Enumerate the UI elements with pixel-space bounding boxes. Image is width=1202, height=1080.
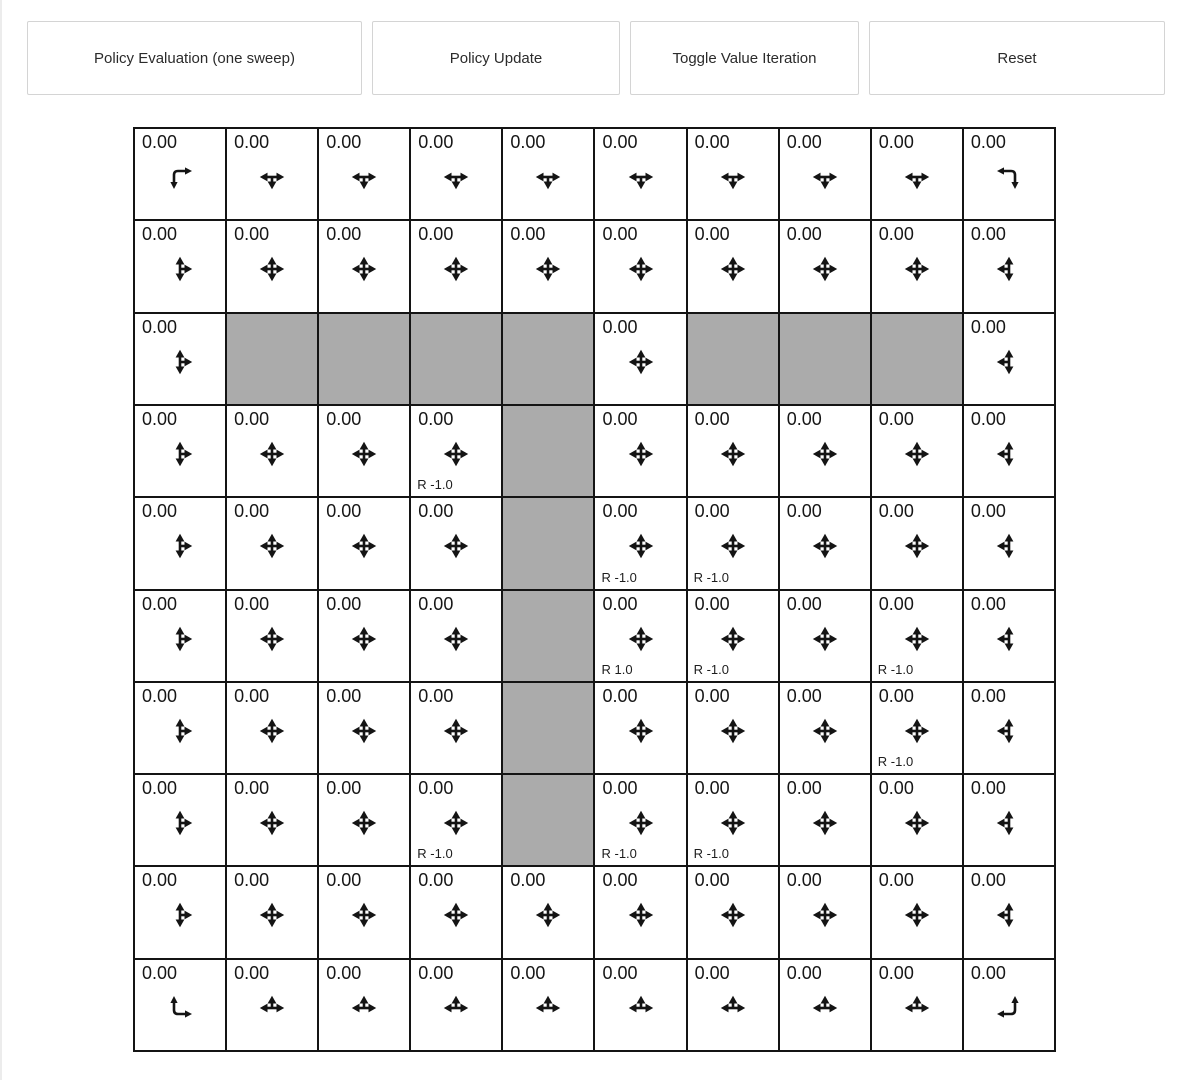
arrows-up-down-left-icon xyxy=(996,256,1022,282)
grid-cell xyxy=(595,498,685,588)
arrows-up-down-left-icon xyxy=(996,626,1022,652)
grid-cell xyxy=(503,867,593,957)
cell-value: 0.00 xyxy=(970,224,1006,245)
arrow-up-left-icon xyxy=(996,995,1022,1021)
arrows-up-down-left-right-icon xyxy=(812,533,838,559)
grid-cell xyxy=(411,867,501,957)
cell-reward-label: R -1.0 xyxy=(417,846,453,862)
cell-value: 0.00 xyxy=(970,870,1006,891)
cell-value: 0.00 xyxy=(786,962,822,983)
cell-value: 0.00 xyxy=(786,224,822,245)
cell-value: 0.00 xyxy=(602,870,638,891)
arrows-up-down-left-right-icon xyxy=(351,718,377,744)
arrows-up-down-right-icon xyxy=(167,533,193,559)
cell-value: 0.00 xyxy=(326,778,362,799)
cell-value: 0.00 xyxy=(418,593,454,614)
arrows-up-down-left-right-icon xyxy=(259,441,285,467)
cell-value: 0.00 xyxy=(142,870,178,891)
grid-cell xyxy=(503,129,593,219)
grid-cell xyxy=(780,867,870,957)
arrows-left-right-down-icon xyxy=(904,164,930,190)
grid-cell xyxy=(319,960,409,1050)
grid-cell xyxy=(964,591,1054,681)
cell-value: 0.00 xyxy=(970,501,1006,522)
cell-value: 0.00 xyxy=(878,870,914,891)
grid-cell xyxy=(227,406,317,496)
arrows-up-down-left-right-icon xyxy=(351,256,377,282)
cell-value: 0.00 xyxy=(418,132,454,152)
grid-cell xyxy=(872,129,962,219)
grid-cell xyxy=(688,775,778,865)
arrows-left-right-down-icon xyxy=(720,164,746,190)
gridworld xyxy=(133,127,1056,1052)
grid-cell xyxy=(964,683,1054,773)
grid-cell xyxy=(135,591,225,681)
arrows-up-down-left-right-icon xyxy=(351,626,377,652)
wall-cell xyxy=(780,314,870,404)
cell-reward-label: R -1.0 xyxy=(693,569,729,585)
arrows-up-down-left-icon xyxy=(996,533,1022,559)
wall-cell xyxy=(319,314,409,404)
grid-cell xyxy=(872,591,962,681)
grid-cell xyxy=(872,867,962,957)
toggle-value-iteration-button[interactable]: Toggle Value Iteration xyxy=(630,21,859,95)
cell-value: 0.00 xyxy=(786,132,822,152)
cell-value: 0.00 xyxy=(878,778,914,799)
arrows-up-down-left-right-icon xyxy=(812,256,838,282)
cell-value: 0.00 xyxy=(602,962,638,983)
arrows-up-down-left-right-icon xyxy=(720,533,746,559)
arrows-up-down-left-right-icon xyxy=(443,441,469,467)
arrows-up-down-left-right-icon xyxy=(628,441,654,467)
grid-cell xyxy=(688,129,778,219)
wall-cell xyxy=(503,406,593,496)
grid-cell xyxy=(227,960,317,1050)
cell-value: 0.00 xyxy=(694,685,730,706)
arrows-left-right-up-icon xyxy=(628,995,654,1021)
wall-cell xyxy=(503,775,593,865)
grid-cell xyxy=(411,683,501,773)
cell-value: 0.00 xyxy=(786,870,822,891)
grid-cell xyxy=(135,867,225,957)
arrows-left-right-down-icon xyxy=(259,164,285,190)
grid-cell xyxy=(872,960,962,1050)
grid-cell xyxy=(411,498,501,588)
arrows-up-down-left-right-icon xyxy=(259,256,285,282)
arrows-left-right-up-icon xyxy=(443,995,469,1021)
grid-cell xyxy=(319,775,409,865)
cell-value: 0.00 xyxy=(970,593,1006,614)
cell-value: 0.00 xyxy=(326,408,362,429)
arrows-up-down-left-right-icon xyxy=(628,349,654,375)
grid-cell xyxy=(780,960,870,1050)
grid-cell xyxy=(227,591,317,681)
arrows-up-down-left-right-icon xyxy=(628,902,654,928)
grid-cell xyxy=(595,683,685,773)
cell-value: 0.00 xyxy=(694,224,730,245)
cell-value: 0.00 xyxy=(970,685,1006,706)
cell-value: 0.00 xyxy=(418,870,454,891)
cell-value: 0.00 xyxy=(234,870,270,891)
arrows-up-down-right-icon xyxy=(167,810,193,836)
cell-value: 0.00 xyxy=(326,224,362,245)
arrows-left-right-up-icon xyxy=(351,995,377,1021)
arrows-left-right-up-icon xyxy=(812,995,838,1021)
cell-value: 0.00 xyxy=(234,408,270,429)
arrows-up-down-left-right-icon xyxy=(443,718,469,744)
cell-value: 0.00 xyxy=(234,501,270,522)
wall-cell xyxy=(688,314,778,404)
arrows-up-down-right-icon xyxy=(167,256,193,282)
cell-value: 0.00 xyxy=(234,778,270,799)
grid-cell xyxy=(411,129,501,219)
grid-cell xyxy=(872,498,962,588)
grid-cell xyxy=(595,591,685,681)
cell-value: 0.00 xyxy=(326,685,362,706)
cell-value: 0.00 xyxy=(694,408,730,429)
grid-cell xyxy=(780,221,870,311)
arrows-left-right-up-icon xyxy=(720,995,746,1021)
arrows-up-down-left-right-icon xyxy=(904,810,930,836)
cell-value: 0.00 xyxy=(970,778,1006,799)
arrows-up-down-left-right-icon xyxy=(259,626,285,652)
grid-cell xyxy=(780,591,870,681)
arrows-up-down-right-icon xyxy=(167,718,193,744)
cell-value: 0.00 xyxy=(510,132,546,152)
grid-cell xyxy=(964,129,1054,219)
grid-cell xyxy=(964,775,1054,865)
arrows-up-down-left-right-icon xyxy=(351,810,377,836)
arrows-up-down-left-right-icon xyxy=(720,718,746,744)
cell-value: 0.00 xyxy=(878,224,914,245)
grid-cell xyxy=(227,683,317,773)
cell-value: 0.00 xyxy=(326,870,362,891)
cell-value: 0.00 xyxy=(418,408,454,429)
grid-cell xyxy=(411,406,501,496)
grid-cell xyxy=(780,683,870,773)
cell-value: 0.00 xyxy=(694,778,730,799)
grid-cell xyxy=(135,314,225,404)
cell-value: 0.00 xyxy=(878,408,914,429)
cell-value: 0.00 xyxy=(418,224,454,245)
window-left-edge xyxy=(0,0,2,1080)
cell-value: 0.00 xyxy=(418,685,454,706)
cell-value: 0.00 xyxy=(234,685,270,706)
cell-value: 0.00 xyxy=(142,224,178,245)
grid-cell xyxy=(319,498,409,588)
cell-value: 0.00 xyxy=(786,685,822,706)
grid-cell xyxy=(227,867,317,957)
reset-button[interactable]: Reset xyxy=(869,21,1165,95)
arrows-up-down-left-right-icon xyxy=(535,902,561,928)
cell-value: 0.00 xyxy=(326,501,362,522)
arrows-up-down-left-right-icon xyxy=(904,718,930,744)
arrows-up-down-left-icon xyxy=(996,441,1022,467)
policy-update-button[interactable]: Policy Update xyxy=(372,21,620,95)
grid-cell xyxy=(135,406,225,496)
cell-value: 0.00 xyxy=(602,685,638,706)
grid-cell xyxy=(135,960,225,1050)
cell-value: 0.00 xyxy=(326,962,362,983)
grid-cell xyxy=(595,406,685,496)
arrows-up-down-right-icon xyxy=(167,441,193,467)
wall-cell xyxy=(503,498,593,588)
cell-value: 0.00 xyxy=(234,962,270,983)
cell-value: 0.00 xyxy=(418,962,454,983)
cell-value: 0.00 xyxy=(142,593,178,614)
cell-value: 0.00 xyxy=(234,224,270,245)
grid-cell xyxy=(872,775,962,865)
cell-value: 0.00 xyxy=(878,685,914,706)
wall-cell xyxy=(227,314,317,404)
grid-cell xyxy=(964,314,1054,404)
cell-value: 0.00 xyxy=(786,778,822,799)
arrows-up-down-left-right-icon xyxy=(812,718,838,744)
grid-cell xyxy=(688,960,778,1050)
arrows-up-down-right-icon xyxy=(167,349,193,375)
arrows-up-down-left-icon xyxy=(996,902,1022,928)
grid-cell xyxy=(411,591,501,681)
arrows-up-down-left-right-icon xyxy=(628,718,654,744)
grid-cell xyxy=(135,221,225,311)
arrows-up-down-left-right-icon xyxy=(628,626,654,652)
arrows-up-down-left-right-icon xyxy=(259,533,285,559)
arrow-left-down-icon xyxy=(996,164,1022,190)
cell-value: 0.00 xyxy=(786,593,822,614)
arrows-up-down-left-right-icon xyxy=(720,256,746,282)
cell-value: 0.00 xyxy=(694,593,730,614)
cell-value: 0.00 xyxy=(970,316,1006,337)
arrows-up-down-right-icon xyxy=(167,626,193,652)
arrows-up-down-left-right-icon xyxy=(904,256,930,282)
cell-reward-label: R -1.0 xyxy=(877,754,914,770)
cell-value: 0.00 xyxy=(878,132,914,152)
cell-value: 0.00 xyxy=(970,962,1006,983)
grid-cell xyxy=(595,314,685,404)
grid-cell xyxy=(780,406,870,496)
grid-cell xyxy=(964,498,1054,588)
cell-value: 0.00 xyxy=(878,962,914,983)
policy-evaluation-button[interactable]: Policy Evaluation (one sweep) xyxy=(27,21,362,95)
arrows-up-down-left-right-icon xyxy=(720,441,746,467)
grid-cell xyxy=(411,221,501,311)
cell-reward-label: R -1.0 xyxy=(877,661,914,677)
arrows-up-down-left-right-icon xyxy=(812,810,838,836)
grid-cell xyxy=(319,406,409,496)
cell-value: 0.00 xyxy=(326,593,362,614)
wall-cell xyxy=(411,314,501,404)
arrows-up-down-left-right-icon xyxy=(904,533,930,559)
cell-reward-label: R 1.0 xyxy=(601,661,633,677)
grid-cell xyxy=(688,867,778,957)
grid-cell xyxy=(503,960,593,1050)
cell-value: 0.00 xyxy=(418,778,454,799)
arrows-up-down-left-right-icon xyxy=(443,902,469,928)
cell-value: 0.00 xyxy=(878,593,914,614)
arrows-left-right-down-icon xyxy=(351,164,377,190)
grid-cell xyxy=(688,683,778,773)
grid-cell xyxy=(135,683,225,773)
grid-cell xyxy=(595,129,685,219)
grid-cell xyxy=(319,221,409,311)
arrows-up-down-left-right-icon xyxy=(628,810,654,836)
grid-cell xyxy=(595,221,685,311)
arrows-up-down-left-right-icon xyxy=(720,810,746,836)
grid-cell xyxy=(780,775,870,865)
grid-cell xyxy=(595,867,685,957)
grid-cell xyxy=(319,591,409,681)
cell-value: 0.00 xyxy=(602,778,638,799)
wall-cell xyxy=(503,591,593,681)
grid-cell xyxy=(780,129,870,219)
arrows-up-down-left-right-icon xyxy=(904,902,930,928)
arrows-up-down-right-icon xyxy=(167,902,193,928)
cell-value: 0.00 xyxy=(142,501,178,522)
cell-reward-label: R -1.0 xyxy=(417,477,453,493)
cell-reward-label: R -1.0 xyxy=(601,846,637,862)
arrows-up-down-left-right-icon xyxy=(628,256,654,282)
cell-value: 0.00 xyxy=(694,132,730,152)
cell-value: 0.00 xyxy=(142,408,178,429)
arrows-up-down-left-right-icon xyxy=(904,441,930,467)
cell-value: 0.00 xyxy=(694,962,730,983)
arrows-up-down-left-right-icon xyxy=(812,902,838,928)
wall-cell xyxy=(503,314,593,404)
grid-cell xyxy=(227,775,317,865)
grid-cell xyxy=(135,129,225,219)
arrows-up-down-left-right-icon xyxy=(443,810,469,836)
arrows-up-down-left-right-icon xyxy=(720,626,746,652)
cell-value: 0.00 xyxy=(142,316,178,337)
cell-value: 0.00 xyxy=(786,501,822,522)
arrows-up-down-left-right-icon xyxy=(720,902,746,928)
cell-value: 0.00 xyxy=(510,224,546,245)
cell-value: 0.00 xyxy=(694,870,730,891)
cell-value: 0.00 xyxy=(602,224,638,245)
arrows-up-down-left-right-icon xyxy=(259,718,285,744)
arrows-up-down-left-right-icon xyxy=(443,626,469,652)
grid-cell xyxy=(411,960,501,1050)
arrows-left-right-up-icon xyxy=(535,995,561,1021)
grid-cell xyxy=(503,221,593,311)
grid-cell xyxy=(872,683,962,773)
cell-value: 0.00 xyxy=(142,778,178,799)
arrows-up-down-left-icon xyxy=(996,810,1022,836)
grid-cell xyxy=(688,591,778,681)
cell-value: 0.00 xyxy=(602,593,638,614)
arrows-up-down-left-right-icon xyxy=(443,256,469,282)
grid-cell xyxy=(688,498,778,588)
arrows-up-down-left-icon xyxy=(996,718,1022,744)
cell-value: 0.00 xyxy=(234,132,270,152)
arrows-left-right-down-icon xyxy=(812,164,838,190)
cell-value: 0.00 xyxy=(786,408,822,429)
cell-value: 0.00 xyxy=(142,962,178,983)
cell-value: 0.00 xyxy=(602,316,638,337)
arrow-right-down-icon xyxy=(167,164,193,190)
arrows-up-down-left-right-icon xyxy=(904,626,930,652)
grid-cell xyxy=(135,498,225,588)
arrows-up-down-left-right-icon xyxy=(351,441,377,467)
grid-cell xyxy=(872,406,962,496)
cell-value: 0.00 xyxy=(142,132,178,152)
grid-cell xyxy=(411,775,501,865)
cell-value: 0.00 xyxy=(234,593,270,614)
grid-cell xyxy=(595,775,685,865)
grid-cell xyxy=(135,775,225,865)
arrows-left-right-down-icon xyxy=(443,164,469,190)
arrows-left-right-down-icon xyxy=(628,164,654,190)
grid-cell xyxy=(964,960,1054,1050)
grid-cell xyxy=(964,406,1054,496)
arrows-up-down-left-right-icon xyxy=(351,902,377,928)
cell-value: 0.00 xyxy=(602,132,638,152)
arrows-left-right-down-icon xyxy=(535,164,561,190)
cell-value: 0.00 xyxy=(602,408,638,429)
grid-cell xyxy=(964,221,1054,311)
arrows-up-down-left-right-icon xyxy=(628,533,654,559)
cell-reward-label: R -1.0 xyxy=(601,569,637,585)
grid-cell xyxy=(872,221,962,311)
arrows-up-down-left-icon xyxy=(996,349,1022,375)
grid-cell xyxy=(319,129,409,219)
cell-value: 0.00 xyxy=(878,501,914,522)
cell-value: 0.00 xyxy=(694,501,730,522)
arrows-up-down-left-right-icon xyxy=(259,902,285,928)
arrows-up-down-left-right-icon xyxy=(259,810,285,836)
grid-cell xyxy=(227,498,317,588)
cell-value: 0.00 xyxy=(970,408,1006,429)
grid-cell xyxy=(319,683,409,773)
grid-cell xyxy=(227,129,317,219)
cell-value: 0.00 xyxy=(510,962,546,983)
grid-cell xyxy=(964,867,1054,957)
arrows-up-down-left-right-icon xyxy=(443,533,469,559)
cell-value: 0.00 xyxy=(602,501,638,522)
grid-cell xyxy=(688,221,778,311)
grid-cell xyxy=(319,867,409,957)
grid-cell xyxy=(688,406,778,496)
cell-value: 0.00 xyxy=(326,132,362,152)
cell-reward-label: R -1.0 xyxy=(693,846,729,862)
wall-cell xyxy=(503,683,593,773)
arrow-up-right-icon xyxy=(167,995,193,1021)
grid-cell xyxy=(595,960,685,1050)
arrows-up-down-left-right-icon xyxy=(812,626,838,652)
cell-value: 0.00 xyxy=(142,685,178,706)
cell-value: 0.00 xyxy=(970,132,1006,152)
arrows-up-down-left-right-icon xyxy=(535,256,561,282)
grid-cell xyxy=(227,221,317,311)
cell-reward-label: R -1.0 xyxy=(693,661,729,677)
arrows-up-down-left-right-icon xyxy=(812,441,838,467)
arrows-left-right-up-icon xyxy=(259,995,285,1021)
wall-cell xyxy=(872,314,962,404)
cell-value: 0.00 xyxy=(510,870,546,891)
grid-cell xyxy=(780,498,870,588)
cell-value: 0.00 xyxy=(418,501,454,522)
arrows-left-right-up-icon xyxy=(904,995,930,1021)
toolbar xyxy=(27,21,1165,95)
arrows-up-down-left-right-icon xyxy=(351,533,377,559)
